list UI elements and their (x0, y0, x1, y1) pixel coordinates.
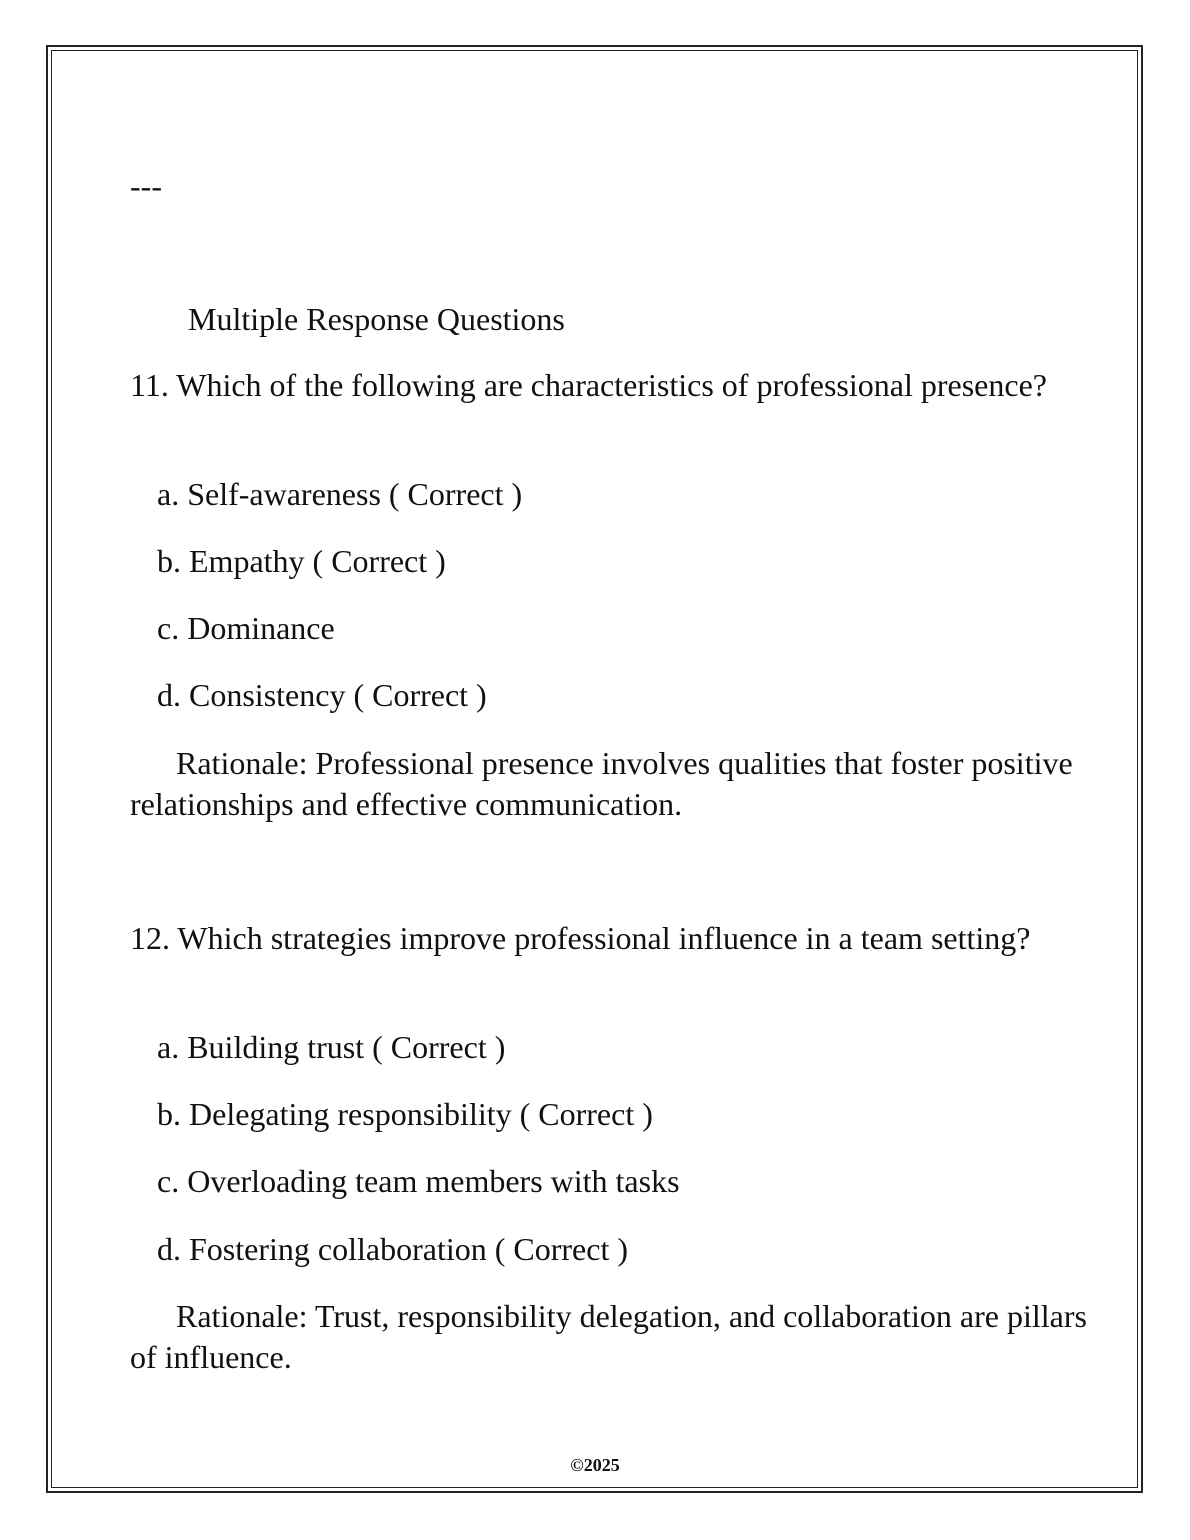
question-11-stem: 11. Which of the following are characteristics of professional presence? (130, 367, 1047, 403)
question-11-option-d: d. Consistency ( Correct ) (157, 677, 487, 713)
question-11-option-a: a. Self-awareness ( Correct ) (157, 476, 523, 512)
question-12-option-c: c. Overloading team members with tasks (157, 1163, 680, 1199)
question-12-option-d: d. Fostering collaboration ( Correct ) (157, 1231, 628, 1267)
question-12-rationale: Rationale: Trust, responsibility delegation, and collaboration are pillars of influence. (130, 1298, 1087, 1375)
separator: --- (130, 168, 162, 204)
question-12-option-b: b. Delegating responsibility ( Correct ) (157, 1096, 653, 1132)
question-12-option-a: a. Building trust ( Correct ) (157, 1029, 506, 1065)
question-11-option-b: b. Empathy ( Correct ) (157, 543, 446, 579)
question-11-option-c: c. Dominance (157, 610, 335, 646)
section-title: Multiple Response Questions (188, 301, 565, 337)
question-12-stem: 12. Which strategies improve professional influence in a team setting? (130, 920, 1031, 956)
copyright-footer: ©2025 (570, 1455, 620, 1475)
question-11-rationale: Rationale: Professional presence involves qualities that foster positive relationships and effective communication. (130, 745, 1073, 822)
